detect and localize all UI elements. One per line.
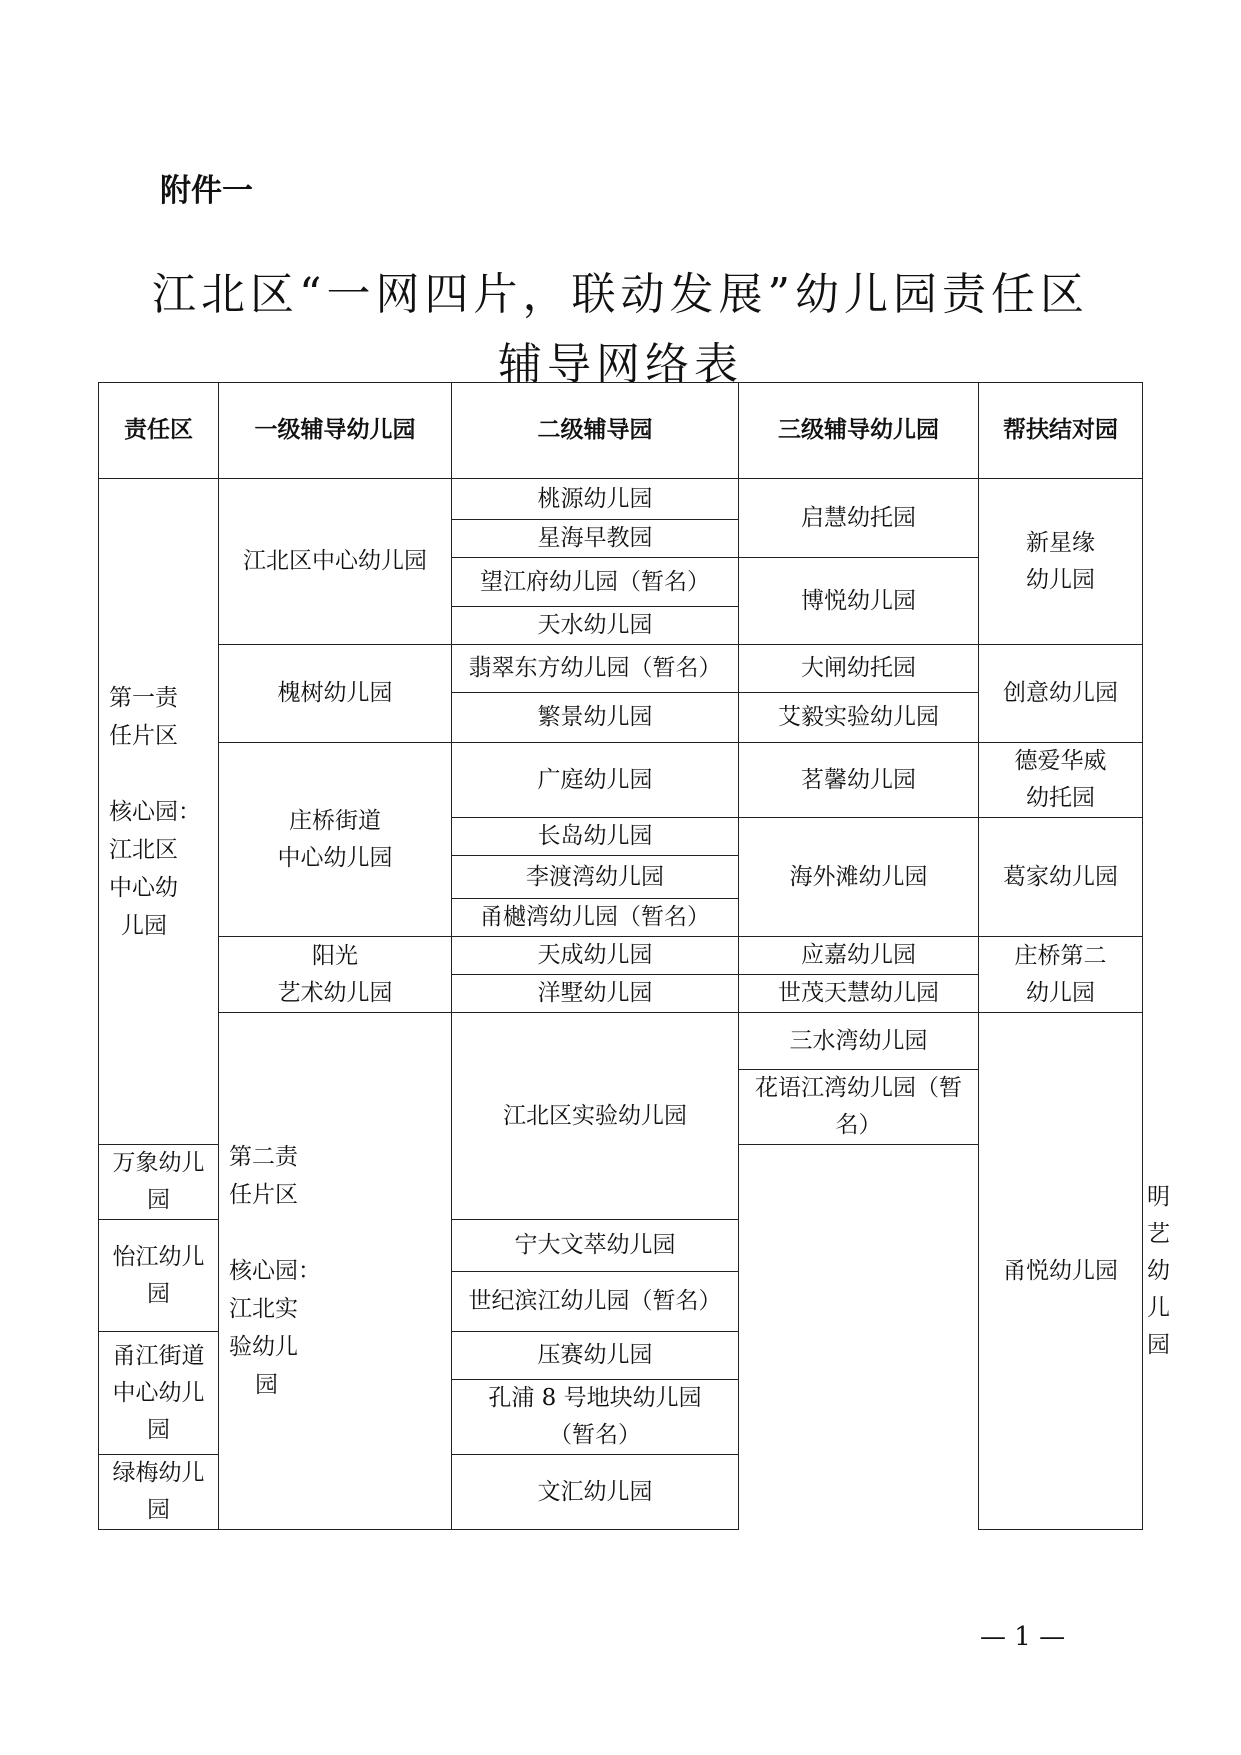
level2-huayu: 花语江湾幼儿园（暂名） bbox=[739, 1070, 979, 1145]
document-title-line2: 辅导网络表 bbox=[498, 339, 743, 390]
level1-yangguang bbox=[219, 937, 452, 1013]
zone1-core-line2: 江北区 bbox=[109, 836, 178, 863]
level3-shimao: 世茂天慧幼儿园 bbox=[739, 975, 979, 1013]
level1-yjjd-line2: 中心幼儿园 bbox=[112, 1379, 205, 1443]
level2-shiji: 世纪滨江幼儿园（暂名） bbox=[452, 1272, 739, 1332]
header-level1: 一级辅导幼儿园 bbox=[219, 383, 452, 479]
zone2-core-line3: 验幼儿 bbox=[229, 1334, 298, 1360]
level2-kongpu-line1: 孔浦 8 号地块幼儿园 bbox=[488, 1385, 702, 1411]
level2-ningda: 宁大文萃幼儿园 bbox=[452, 1220, 739, 1272]
zone2-core-line2: 江北实 bbox=[229, 1296, 298, 1322]
zone1-core-line3: 中心幼 bbox=[109, 874, 178, 901]
level1-yangguang-line2: 艺术幼儿园 bbox=[277, 979, 393, 1006]
table-row: 第二责 任片区 核心园： 江北实 验幼儿 园 江北区实验幼儿园 三水湾幼儿园 甬悦幼儿园 明艺幼儿园 bbox=[99, 1013, 1143, 1070]
table-header-row bbox=[99, 383, 1143, 479]
level2-wanxiang: 万象幼儿园 bbox=[99, 1145, 219, 1220]
zone1-core-line4: 儿园 bbox=[121, 912, 167, 939]
pair-xingyuan-line1: 新星缘 bbox=[1026, 529, 1095, 556]
level3-yingjia: 应嘉幼儿园 bbox=[739, 937, 979, 975]
level3-haiwaitan: 海外滩幼儿园 bbox=[739, 818, 979, 937]
zone2-core-line1: 核心园： bbox=[229, 1258, 321, 1284]
zone2-core-line4: 园 bbox=[255, 1372, 278, 1398]
level1-lvmei: 绿梅幼儿园 bbox=[99, 1455, 219, 1530]
zone2-name-line2: 任片区 bbox=[229, 1182, 298, 1208]
level2-kongpu-line2: （暂名） bbox=[549, 1422, 641, 1448]
zone1-name-line2: 任片区 bbox=[109, 722, 178, 749]
level1-jbsy: 江北区实验幼儿园 bbox=[452, 1013, 739, 1220]
level3-dazha: 大闸幼托园 bbox=[739, 645, 979, 693]
level1-zqjd bbox=[219, 743, 452, 937]
attachment-label: 附件一 bbox=[160, 173, 253, 209]
level1-yijiang: 怡江幼儿园 bbox=[99, 1220, 219, 1332]
table-row bbox=[99, 479, 1143, 520]
table-row bbox=[99, 743, 1143, 818]
level2-yasai: 压赛幼儿园 bbox=[452, 1332, 739, 1380]
level2-xinghai: 星海早教园 bbox=[452, 520, 739, 558]
level2-sanshuiwan: 三水湾幼儿园 bbox=[739, 1013, 979, 1070]
tutoring-network-table bbox=[98, 382, 1170, 1530]
level2-changdao: 长岛幼儿园 bbox=[452, 818, 739, 856]
level2-taoyuan: 桃源幼儿园 bbox=[452, 479, 739, 520]
zone2-name-line1: 第二责 bbox=[229, 1144, 298, 1170]
level2-fanjing: 繁景幼儿园 bbox=[452, 693, 739, 743]
level3-qihui: 启慧幼托园 bbox=[739, 479, 979, 558]
level3-yongyue: 甬悦幼儿园 bbox=[979, 1013, 1143, 1530]
level2-liduwan: 李渡湾幼儿园 bbox=[452, 856, 739, 899]
pair-gejia: 葛家幼儿园 bbox=[979, 818, 1143, 937]
pair-zqde-line2: 幼儿园 bbox=[1026, 979, 1095, 1006]
pair-xingyuan bbox=[979, 479, 1143, 645]
level2-wenhui: 文汇幼儿园 bbox=[452, 1455, 739, 1530]
zone1-cell bbox=[99, 479, 219, 1145]
level3-mingxin: 茗馨幼儿园 bbox=[739, 743, 979, 818]
level2-kongpu bbox=[452, 1380, 739, 1455]
pair-deai-line1: 德爱华威 bbox=[1014, 748, 1107, 774]
pair-zqde-line1: 庄桥第二 bbox=[1014, 942, 1107, 969]
pair-chuangyi: 创意幼儿园 bbox=[979, 645, 1143, 743]
level2-wangjiangfu: 望江府幼儿园（暂名） bbox=[452, 558, 739, 607]
header-level2: 二级辅导园 bbox=[452, 383, 739, 479]
header-level3: 三级辅导幼儿园 bbox=[739, 383, 979, 479]
level1-yjjd-line1: 甬江街道 bbox=[112, 1342, 205, 1369]
level3-aiyi: 艾毅实验幼儿园 bbox=[739, 693, 979, 743]
level1-jbzx: 江北区中心幼儿园 bbox=[219, 479, 452, 645]
level1-huaishu: 槐树幼儿园 bbox=[219, 645, 452, 743]
header-zone: 责任区 bbox=[99, 383, 219, 479]
pair-deai-line2: 幼托园 bbox=[1026, 785, 1095, 811]
pair-xingyuan-line2: 幼儿园 bbox=[1026, 566, 1095, 593]
level1-yangguang-line1: 阳光 bbox=[312, 942, 358, 969]
zone2-cell bbox=[219, 1013, 452, 1530]
table-row bbox=[99, 645, 1143, 693]
pair-deai bbox=[979, 743, 1143, 818]
level1-yjjd bbox=[99, 1332, 219, 1455]
zone1-name-line1: 第一责 bbox=[109, 684, 178, 711]
zone1-core-line1: 核心园： bbox=[109, 798, 201, 825]
pair-zqde bbox=[979, 937, 1143, 1013]
page-number: — 1 — bbox=[980, 1622, 1066, 1652]
header-pair: 帮扶结对园 bbox=[979, 383, 1143, 479]
level2-feicui: 翡翠东方幼儿园（暂名） bbox=[452, 645, 739, 693]
level2-guangting: 广庭幼儿园 bbox=[452, 743, 739, 818]
table-row bbox=[99, 937, 1143, 975]
level2-yongsuwan: 甬樾湾幼儿园（暂名） bbox=[452, 899, 739, 937]
level2-tianshui: 天水幼儿园 bbox=[452, 607, 739, 645]
level3-boyue: 博悦幼儿园 bbox=[739, 558, 979, 645]
level1-zqjd-line2: 中心幼儿园 bbox=[277, 844, 393, 871]
document-title-line1: 江北区“一网四片，联动发展”幼儿园责任区 bbox=[152, 269, 1089, 320]
level1-zqjd-line1: 庄桥街道 bbox=[289, 807, 381, 834]
level2-yangshu: 洋墅幼儿园 bbox=[452, 975, 739, 1013]
level2-tiancheng: 天成幼儿园 bbox=[452, 937, 739, 975]
